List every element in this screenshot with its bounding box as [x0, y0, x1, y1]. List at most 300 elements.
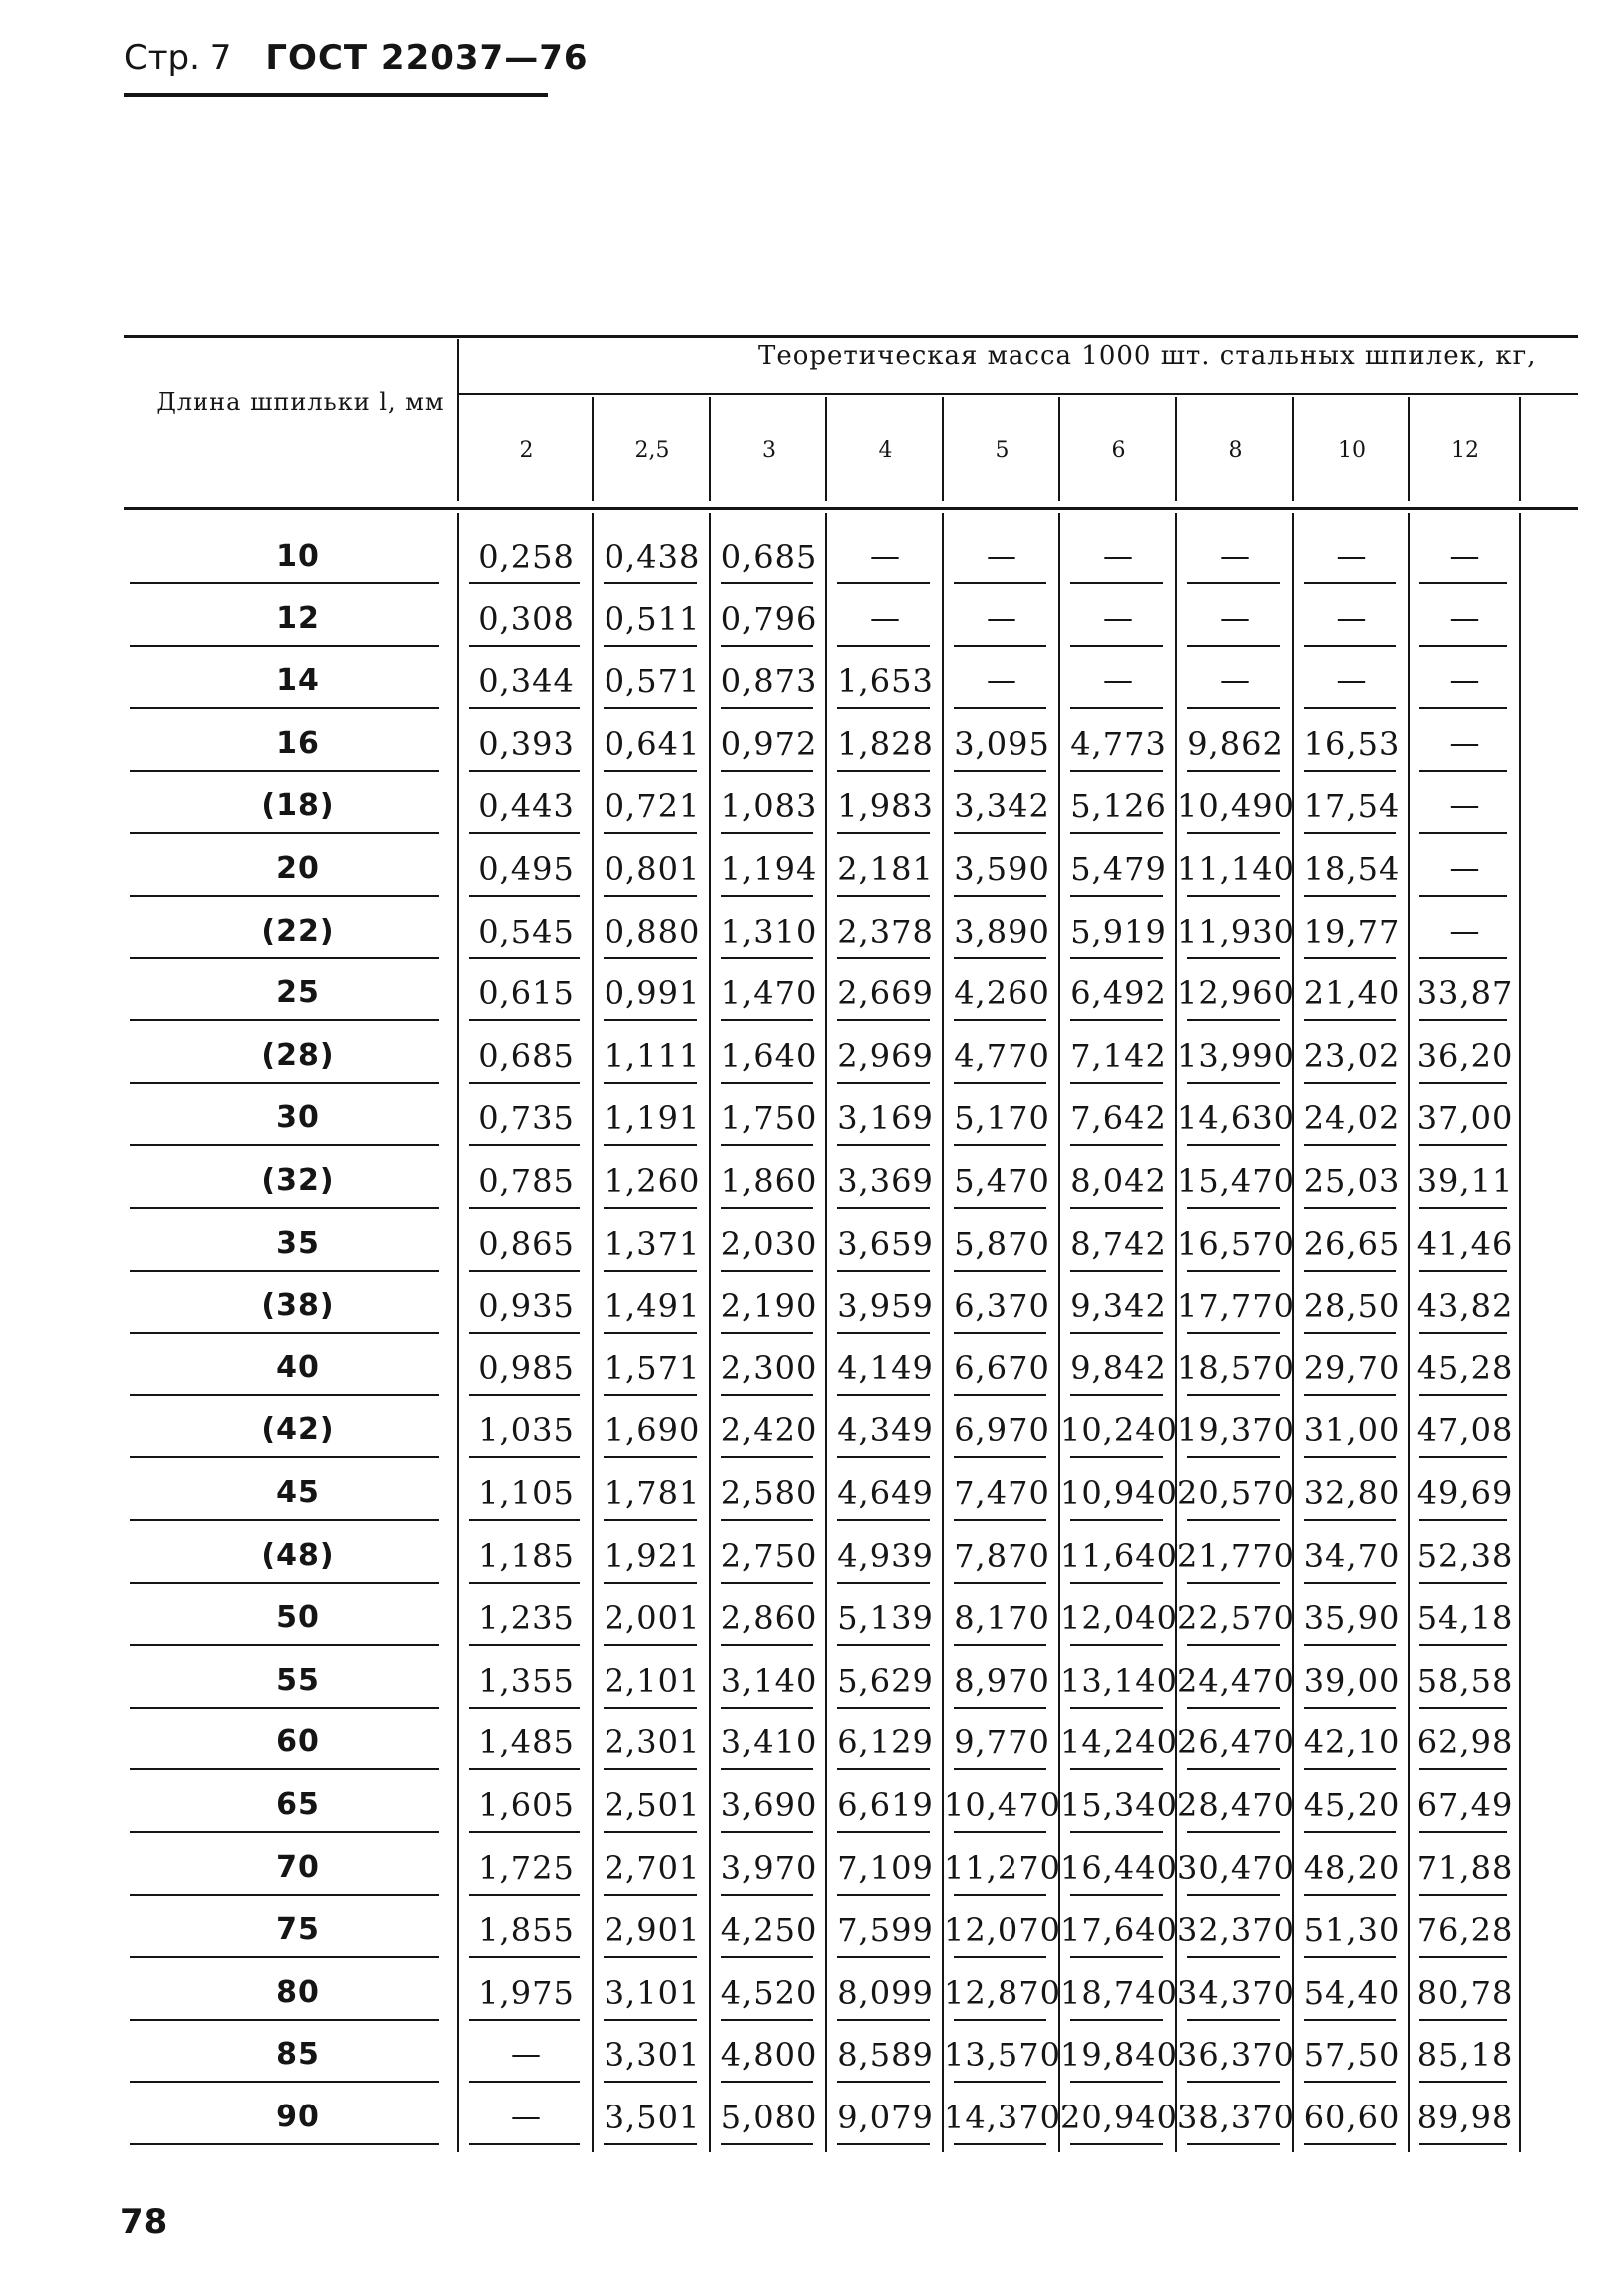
row-header-title: Длина шпильки l, мм: [156, 388, 445, 416]
cell-underline: [1187, 1956, 1280, 1958]
value-cell: 4,149: [837, 1348, 934, 1387]
value-cell: —: [1103, 539, 1134, 574]
cell-underline: [954, 2143, 1046, 2145]
cell-underline: [721, 1270, 813, 1272]
value-cell: 5,139: [837, 1599, 934, 1638]
value-cell: 1,983: [837, 787, 934, 826]
value-cell: 4,770: [954, 1036, 1050, 1075]
value-cell: 7,642: [1070, 1099, 1167, 1138]
cell-underline: [469, 645, 580, 647]
cell-underline: [1419, 832, 1507, 834]
cell-underline: [837, 582, 930, 584]
standard-number: ГОСТ 22037—76: [265, 38, 589, 78]
cell-underline: [469, 1831, 580, 1833]
cell-underline: [1187, 832, 1280, 834]
cell-underline: [721, 1456, 813, 1458]
value-cell: 0,571: [604, 662, 701, 701]
length-cell: 10: [276, 539, 320, 574]
value-cell: 3,101: [604, 1973, 701, 2012]
table-head-bottom-rule: [124, 507, 1578, 510]
value-cell: 1,975: [478, 1973, 575, 2012]
cell-underline: [1304, 1519, 1396, 1521]
cell-underline: [1070, 1956, 1163, 1958]
row-underline: [130, 645, 439, 647]
value-cell: —: [511, 2100, 542, 2134]
value-cell: 0,796: [720, 599, 818, 638]
value-cell: —: [987, 600, 1017, 636]
cell-underline: [604, 1831, 697, 1833]
value-cell: 0,785: [478, 1162, 575, 1200]
cell-underline: [1304, 895, 1396, 897]
cell-underline: [1419, 1332, 1507, 1334]
cell-underline: [1187, 1456, 1280, 1458]
cell-underline: [604, 582, 697, 584]
value-cell: 45,20: [1303, 1786, 1401, 1824]
value-cell: 2,420: [720, 1411, 818, 1450]
cell-underline: [1070, 1394, 1163, 1396]
cell-underline: [1304, 1456, 1396, 1458]
cell-underline: [1070, 1707, 1163, 1709]
column-header: 4: [878, 438, 893, 463]
value-cell: 32,370: [1177, 1911, 1295, 1950]
cell-underline: [604, 1207, 697, 1209]
value-cell: 14,240: [1060, 1723, 1178, 1762]
value-cell: 0,393: [478, 724, 575, 763]
value-cell: 21,40: [1303, 974, 1401, 1013]
cell-underline: [469, 1456, 580, 1458]
value-cell: —: [1449, 663, 1481, 699]
cell-underline: [721, 1144, 813, 1146]
cell-underline: [954, 582, 1046, 584]
cell-underline: [837, 1456, 930, 1458]
cell-underline: [721, 1956, 813, 1958]
cell-underline: [604, 645, 697, 647]
value-cell: 8,742: [1070, 1224, 1167, 1263]
value-cell: 6,670: [954, 1348, 1050, 1387]
cell-underline: [1304, 2143, 1396, 2145]
value-cell: 1,235: [478, 1599, 575, 1638]
value-cell: 17,640: [1060, 1911, 1178, 1950]
value-cell: 0,935: [478, 1287, 575, 1326]
length-cell: (28): [261, 1037, 335, 1073]
value-cell: 51,30: [1303, 1911, 1401, 1950]
value-cell: 38,370: [1177, 2099, 1295, 2136]
cell-underline: [954, 645, 1046, 647]
row-underline: [130, 1519, 439, 1521]
cell-underline: [1304, 1082, 1396, 1084]
cell-underline: [837, 2081, 930, 2083]
cell-underline: [604, 832, 697, 834]
cell-underline: [1419, 1144, 1507, 1146]
cell-underline: [469, 1894, 580, 1896]
value-cell: 6,370: [954, 1287, 1050, 1326]
value-cell: 6,129: [837, 1723, 934, 1762]
cell-underline: [1419, 645, 1507, 647]
cell-underline: [954, 1019, 1046, 1021]
value-cell: 3,095: [954, 724, 1050, 763]
cell-underline: [954, 770, 1046, 772]
value-cell: —: [870, 539, 901, 574]
cell-underline: [721, 1707, 813, 1709]
value-cell: 16,570: [1177, 1224, 1295, 1263]
cell-underline: [1419, 895, 1507, 897]
value-cell: 4,260: [954, 974, 1050, 1013]
cell-underline: [837, 1270, 930, 1272]
cell-underline: [1304, 1582, 1396, 1584]
cell-underline: [1187, 895, 1280, 897]
value-cell: 28,50: [1303, 1287, 1401, 1326]
cell-underline: [837, 1768, 930, 1770]
value-cell: 2,030: [720, 1224, 818, 1263]
value-cell: 3,369: [837, 1162, 934, 1200]
value-cell: 1,111: [604, 1036, 701, 1075]
value-cell: 2,181: [837, 850, 934, 888]
cell-underline: [954, 832, 1046, 834]
value-cell: 43,82: [1416, 1287, 1514, 1326]
value-cell: 26,470: [1177, 1723, 1295, 1762]
table-top-rule: [124, 335, 1578, 338]
value-cell: 76,28: [1416, 1911, 1514, 1950]
cell-underline: [469, 1768, 580, 1770]
value-cell: 4,800: [720, 2036, 818, 2075]
cell-underline: [469, 770, 580, 772]
value-cell: 5,919: [1070, 912, 1167, 951]
value-cell: 58,58: [1416, 1661, 1514, 1700]
length-cell: 30: [276, 1100, 320, 1136]
cell-underline: [954, 1644, 1046, 1646]
value-cell: 4,250: [720, 1911, 818, 1950]
cell-underline: [469, 2081, 580, 2083]
cell-underline: [721, 1894, 813, 1896]
row-underline: [130, 1394, 439, 1396]
cell-underline: [604, 1456, 697, 1458]
cell-underline: [1304, 1019, 1396, 1021]
value-cell: 1,491: [604, 1287, 701, 1326]
cell-underline: [604, 770, 697, 772]
value-cell: 20,570: [1177, 1474, 1295, 1512]
cell-underline: [954, 1768, 1046, 1770]
cell-underline: [604, 895, 697, 897]
value-cell: 3,970: [720, 1848, 818, 1887]
value-cell: 19,77: [1303, 912, 1401, 951]
value-cell: 1,860: [720, 1162, 818, 1200]
cell-underline: [604, 2143, 697, 2145]
cell-underline: [1304, 645, 1396, 647]
column-header: 6: [1111, 438, 1126, 463]
value-cell: 2,701: [604, 1848, 701, 1887]
value-cell: —: [1103, 663, 1134, 699]
cell-underline: [1070, 1144, 1163, 1146]
value-cell: 2,300: [720, 1348, 818, 1387]
cell-underline: [837, 2143, 930, 2145]
value-cell: 2,001: [604, 1599, 701, 1638]
column-header: 2,5: [634, 438, 670, 463]
cell-underline: [721, 1519, 813, 1521]
value-cell: 35,90: [1303, 1599, 1401, 1638]
value-cell: 4,939: [837, 1536, 934, 1575]
value-cell: 30,470: [1177, 1848, 1295, 1887]
cell-underline: [1304, 1707, 1396, 1709]
cell-underline: [1304, 770, 1396, 772]
cell-underline: [1304, 2019, 1396, 2021]
value-cell: 24,02: [1303, 1099, 1401, 1138]
cell-underline: [837, 1956, 930, 1958]
value-cell: 0,991: [604, 974, 701, 1013]
value-cell: 2,860: [720, 1599, 818, 1638]
value-cell: 0,865: [478, 1224, 575, 1263]
length-cell: (32): [261, 1163, 335, 1198]
cell-underline: [1187, 2143, 1280, 2145]
cell-underline: [1187, 1270, 1280, 1272]
value-cell: 80,78: [1416, 1973, 1514, 2012]
value-cell: 9,862: [1187, 724, 1284, 763]
cell-underline: [954, 1831, 1046, 1833]
column-header: 10: [1338, 438, 1366, 463]
value-cell: 1,855: [478, 1911, 575, 1950]
cell-underline: [1187, 1019, 1280, 1021]
cell-underline: [469, 1394, 580, 1396]
cell-underline: [1304, 1768, 1396, 1770]
row-underline: [130, 1644, 439, 1646]
value-cell: —: [1220, 600, 1251, 636]
cell-underline: [1419, 2143, 1507, 2145]
length-cell: 70: [276, 1849, 320, 1885]
row-underline: [130, 1456, 439, 1458]
cell-underline: [1187, 1394, 1280, 1396]
value-cell: —: [1449, 600, 1481, 636]
value-cell: 57,50: [1303, 2036, 1401, 2075]
value-cell: 3,501: [604, 2099, 701, 2136]
value-cell: 54,18: [1416, 1599, 1514, 1638]
value-cell: 85,18: [1416, 2036, 1514, 2075]
cell-underline: [604, 957, 697, 959]
row-underline: [130, 832, 439, 834]
cell-underline: [837, 1144, 930, 1146]
length-cell: 16: [276, 725, 320, 761]
cell-underline: [837, 957, 930, 959]
value-cell: 3,590: [954, 850, 1050, 888]
value-cell: 0,735: [478, 1099, 575, 1138]
cell-underline: [1187, 2081, 1280, 2083]
value-cell: 3,690: [720, 1786, 818, 1824]
value-cell: 1,191: [604, 1099, 701, 1138]
row-underline: [130, 1768, 439, 1770]
value-cell: 0,985: [478, 1348, 575, 1387]
cell-underline: [1187, 770, 1280, 772]
length-cell: (42): [261, 1412, 335, 1448]
cell-underline: [1070, 1332, 1163, 1334]
cell-underline: [469, 832, 580, 834]
cell-underline: [837, 1707, 930, 1709]
length-cell: 35: [276, 1225, 320, 1261]
value-cell: 5,870: [954, 1224, 1050, 1263]
value-cell: 48,20: [1303, 1848, 1401, 1887]
value-cell: 0,615: [478, 974, 575, 1013]
value-cell: 26,65: [1303, 1224, 1401, 1263]
value-cell: 3,410: [720, 1723, 818, 1762]
row-underline: [130, 582, 439, 584]
cell-underline: [1070, 1019, 1163, 1021]
value-cell: 0,438: [604, 538, 701, 575]
cell-underline: [721, 1644, 813, 1646]
cell-underline: [1304, 1207, 1396, 1209]
value-cell: 49,69: [1416, 1474, 1514, 1512]
cell-underline: [1070, 1270, 1163, 1272]
value-cell: 1,571: [604, 1348, 701, 1387]
cell-underline: [469, 1207, 580, 1209]
value-cell: —: [1449, 725, 1481, 761]
row-underline: [130, 1707, 439, 1709]
value-cell: 10,240: [1060, 1411, 1178, 1450]
value-cell: —: [511, 2037, 542, 2073]
value-cell: 47,08: [1416, 1411, 1514, 1450]
value-cell: 6,492: [1070, 974, 1167, 1013]
value-cell: 60,60: [1303, 2099, 1401, 2136]
value-cell: 0,511: [604, 599, 701, 638]
value-cell: 2,750: [720, 1536, 818, 1575]
cell-underline: [1304, 707, 1396, 709]
cell-underline: [1187, 1831, 1280, 1833]
cell-underline: [604, 1332, 697, 1334]
cell-underline: [1304, 2081, 1396, 2083]
cell-underline: [721, 2143, 813, 2145]
length-cell: 65: [276, 1787, 320, 1822]
value-cell: 39,11: [1416, 1162, 1514, 1200]
cell-underline: [721, 895, 813, 897]
column-header: 12: [1451, 438, 1479, 463]
page-label: Стр. 7: [124, 38, 232, 78]
cell-underline: [604, 1894, 697, 1896]
row-underline: [130, 2143, 439, 2145]
value-cell: —: [1449, 851, 1481, 886]
value-cell: 1,605: [478, 1786, 575, 1824]
value-cell: 7,470: [954, 1474, 1050, 1512]
value-cell: 0,495: [478, 850, 575, 888]
row-underline: [130, 1332, 439, 1334]
cell-underline: [1419, 1894, 1507, 1896]
length-cell: 45: [276, 1475, 320, 1510]
cell-underline: [954, 1144, 1046, 1146]
value-cell: 33,87: [1416, 974, 1514, 1013]
value-cell: 29,70: [1303, 1348, 1401, 1387]
value-cell: —: [987, 539, 1017, 574]
value-cell: 6,970: [954, 1411, 1050, 1450]
cell-underline: [837, 645, 930, 647]
row-underline: [130, 1894, 439, 1896]
value-cell: 15,470: [1177, 1162, 1295, 1200]
cell-underline: [954, 1332, 1046, 1334]
value-cell: 0,258: [478, 538, 575, 575]
cell-underline: [1419, 1082, 1507, 1084]
cell-underline: [1070, 2143, 1163, 2145]
value-cell: —: [1449, 539, 1481, 574]
column-header: 5: [995, 438, 1010, 463]
value-cell: 3,959: [837, 1287, 934, 1326]
row-underline: [130, 1082, 439, 1084]
length-cell: (18): [261, 788, 335, 824]
cell-underline: [469, 1519, 580, 1521]
value-cell: 34,70: [1303, 1536, 1401, 1575]
value-cell: 16,440: [1060, 1848, 1178, 1887]
cell-underline: [1304, 1956, 1396, 1958]
value-cell: 17,770: [1177, 1287, 1295, 1326]
value-cell: —: [1449, 913, 1481, 949]
value-cell: 14,630: [1177, 1099, 1295, 1138]
length-cell: (38): [261, 1288, 335, 1324]
cell-underline: [721, 1831, 813, 1833]
value-cell: 22,570: [1177, 1599, 1295, 1638]
value-cell: 4,520: [720, 1973, 818, 2012]
cell-underline: [604, 2019, 697, 2021]
length-cell: 20: [276, 851, 320, 886]
cell-underline: [1419, 1270, 1507, 1272]
length-cell: 75: [276, 1912, 320, 1948]
value-cell: —: [1449, 788, 1481, 824]
cell-underline: [604, 1144, 697, 1146]
cell-underline: [604, 1270, 697, 1272]
cell-underline: [1070, 1082, 1163, 1084]
cell-underline: [469, 1270, 580, 1272]
column-group-title: Теоретическая масса 1000 шт. стальных шпилек, кг,: [758, 341, 1537, 371]
value-cell: 2,501: [604, 1786, 701, 1824]
column-header: 2: [519, 438, 534, 463]
value-cell: 0,880: [604, 912, 701, 951]
cell-underline: [837, 1082, 930, 1084]
cell-underline: [954, 895, 1046, 897]
cell-underline: [1419, 2081, 1507, 2083]
header-rule: [124, 93, 548, 97]
cell-underline: [604, 1394, 697, 1396]
value-cell: 24,470: [1177, 1661, 1295, 1700]
cell-underline: [1419, 1394, 1507, 1396]
cell-underline: [954, 2019, 1046, 2021]
value-cell: 1,485: [478, 1723, 575, 1762]
value-cell: —: [1220, 539, 1251, 574]
value-cell: 11,140: [1177, 850, 1295, 888]
value-cell: 3,659: [837, 1224, 934, 1263]
value-cell: 0,801: [604, 850, 701, 888]
value-cell: 0,685: [720, 538, 818, 575]
cell-underline: [1419, 707, 1507, 709]
value-cell: 18,570: [1177, 1348, 1295, 1387]
value-cell: 3,890: [954, 912, 1050, 951]
cell-underline: [954, 1956, 1046, 1958]
value-cell: 12,070: [944, 1911, 1061, 1950]
value-cell: 9,342: [1070, 1287, 1167, 1326]
cell-underline: [837, 895, 930, 897]
cell-underline: [1187, 707, 1280, 709]
cell-underline: [604, 1082, 697, 1084]
cell-underline: [604, 1644, 697, 1646]
cell-underline: [1187, 1644, 1280, 1646]
cell-underline: [1070, 582, 1163, 584]
value-cell: 13,570: [944, 2036, 1061, 2075]
value-cell: 5,126: [1070, 787, 1167, 826]
value-cell: 0,873: [720, 662, 818, 701]
cell-underline: [721, 2019, 813, 2021]
value-cell: 9,770: [954, 1723, 1050, 1762]
cell-underline: [837, 707, 930, 709]
value-cell: 11,640: [1060, 1536, 1178, 1575]
value-cell: 17,54: [1303, 787, 1401, 826]
value-cell: 8,099: [837, 1973, 934, 2012]
cell-underline: [954, 1082, 1046, 1084]
length-cell: 25: [276, 975, 320, 1011]
cell-underline: [1304, 832, 1396, 834]
cell-underline: [1070, 895, 1163, 897]
length-cell: (48): [261, 1537, 335, 1573]
value-cell: 2,190: [720, 1287, 818, 1326]
